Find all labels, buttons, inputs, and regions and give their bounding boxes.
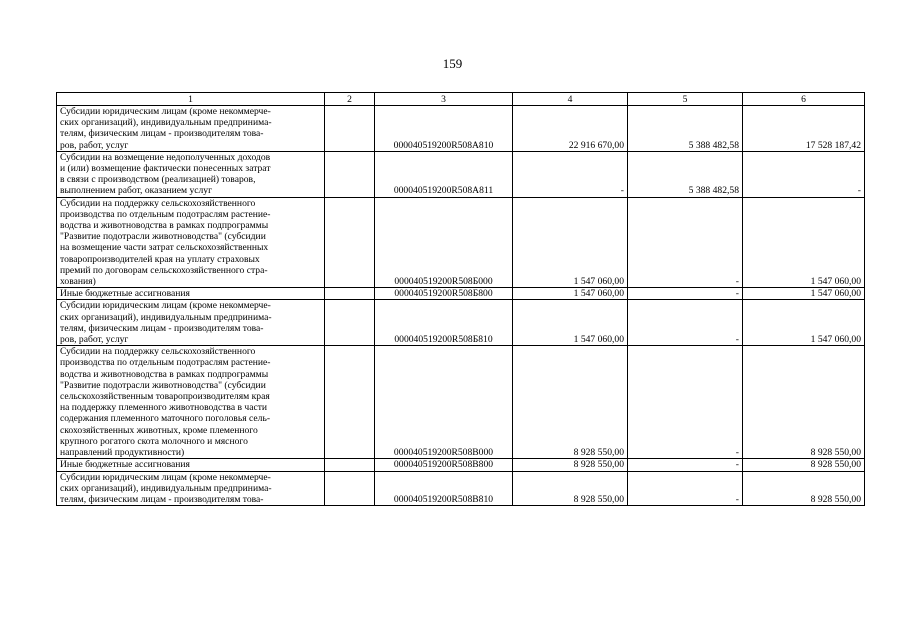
row-description: Субсидии на поддержку сельскохозяйственного производства по отдельным подотраслям растение- водства и животноводства в рамках подпрограммы "Развитие подотрасли животноводства" (субсидии сельскохозяйственным товаропроизводителям края на поддержку племенного животноводства в части содержания племенного маточного поголовья сель- скохозяйственных животных, кроме племенного крупного рогатого скота молочного и мясного направлений продуктивности): [57, 346, 325, 459]
row-col2: [325, 300, 375, 346]
row-col5: -: [628, 459, 743, 471]
row-description: Субсидии юридическим лицам (кроме некоммерче- ских организаций), индивидуальным предпринима- телям, физическим лицам - производителям това- ров, работ, услуг: [57, 300, 325, 346]
row-col5: 5 388 482,58: [628, 106, 743, 152]
column-header-3: 3: [375, 93, 513, 106]
column-header-5: 5: [628, 93, 743, 106]
table-row: [57, 346, 865, 459]
table-row: [57, 459, 865, 471]
row-col5: -: [628, 197, 743, 288]
row-col2: [325, 106, 375, 152]
row-code: 000040519200R508В800: [375, 459, 513, 471]
row-col2: [325, 459, 375, 471]
row-col2: [325, 197, 375, 288]
row-col5: -: [628, 471, 743, 506]
row-col4: 22 916 670,00: [513, 106, 628, 152]
row-col4: 1 547 060,00: [513, 288, 628, 300]
row-col6: 1 547 060,00: [743, 197, 865, 288]
table-row: [57, 106, 865, 152]
row-col2: [325, 151, 375, 197]
row-col5: -: [628, 300, 743, 346]
row-col5: -: [628, 288, 743, 300]
row-code: 000040519200R508Б000: [375, 197, 513, 288]
column-header-6: 6: [743, 93, 865, 106]
row-col5: 5 388 482,58: [628, 151, 743, 197]
row-code: 000040519200R508В810: [375, 471, 513, 506]
row-col6: 1 547 060,00: [743, 288, 865, 300]
table-row: [57, 300, 865, 346]
table-row: [57, 151, 865, 197]
row-code: 000040519200R508A810: [375, 106, 513, 152]
row-description: Субсидии юридическим лицам (кроме некоммерче- ских организаций), индивидуальным предпринима- телям, физическим лицам - производителям това- ров, работ, услуг: [57, 106, 325, 152]
row-description: Субсидии на поддержку сельскохозяйственного производства по отдельным подотраслям растение- водства и животноводства в рамках подпрограммы "Развитие подотрасли животноводства" (субсидии на возмещение части затрат сельскохозяйственных товаропроизводителей края на уплату страховых премий по договорам сельскохозяйственного стра- хования): [57, 197, 325, 288]
row-description: Субсидии юридическим лицам (кроме некоммерче- ских организаций), индивидуальным предпринима- телям, физическим лицам - производителям това-: [57, 471, 325, 506]
row-code: 000040519200R508Б800: [375, 288, 513, 300]
row-col5: -: [628, 346, 743, 459]
column-header-2: 2: [325, 93, 375, 106]
row-col4: 1 547 060,00: [513, 300, 628, 346]
row-col4: 8 928 550,00: [513, 346, 628, 459]
column-header-1: 1: [57, 93, 325, 106]
row-col6: 17 528 187,42: [743, 106, 865, 152]
row-code: 000040519200R508В000: [375, 346, 513, 459]
table-row: [57, 471, 865, 506]
row-col4: 8 928 550,00: [513, 459, 628, 471]
row-description: Иные бюджетные ассигнования: [57, 288, 325, 300]
table-row: [57, 288, 865, 300]
page-number: 159: [442, 56, 463, 71]
row-col2: [325, 288, 375, 300]
table-row: [57, 197, 865, 288]
row-col6: 1 547 060,00: [743, 300, 865, 346]
row-description: Субсидии на возмещение недополученных доходов и (или) возмещение фактически понесенных затрат в связи с производством (реализацией) товаров, выполнением работ, оказанием услуг: [57, 151, 325, 197]
row-col6: -: [743, 151, 865, 197]
row-col2: [325, 346, 375, 459]
row-col6: 8 928 550,00: [743, 471, 865, 506]
row-col4: -: [513, 151, 628, 197]
budget-table: [56, 92, 865, 506]
row-col4: 1 547 060,00: [513, 197, 628, 288]
row-col4: 8 928 550,00: [513, 471, 628, 506]
row-code: 000040519200R508Б810: [375, 300, 513, 346]
row-col6: 8 928 550,00: [743, 459, 865, 471]
row-col6: 8 928 550,00: [743, 346, 865, 459]
table-header-row: [57, 93, 865, 106]
column-header-4: 4: [513, 93, 628, 106]
row-code: 000040519200R508A811: [375, 151, 513, 197]
row-col2: [325, 471, 375, 506]
row-description: Иные бюджетные ассигнования: [57, 459, 325, 471]
